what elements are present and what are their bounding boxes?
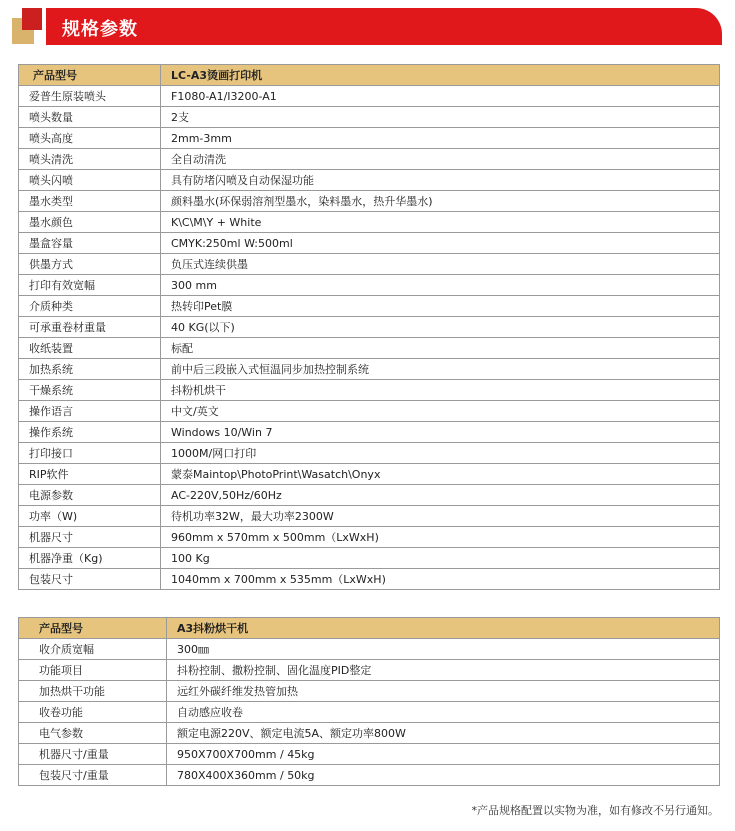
spec-value: Windows 10/Win 7 [161, 422, 720, 443]
table-row [19, 296, 720, 317]
spec-value: 前中后三段嵌入式恒温同步加热控制系统 [161, 359, 720, 380]
spec-value: 热转印Pet膜 [161, 296, 720, 317]
spec-label: 介质种类 [19, 296, 161, 317]
table-row [19, 422, 720, 443]
table-row [19, 338, 720, 359]
spec-label: 机器净重（Kg) [19, 548, 161, 569]
spec-label: 加热系统 [19, 359, 161, 380]
spec-value: 960mm x 570mm x 500mm（LxWxH) [161, 527, 720, 548]
spec-label: 电源参数 [19, 485, 161, 506]
decor-square-red [22, 8, 42, 30]
spec-value: 蒙泰Maintop\PhotoPrint\Wasatch\Onyx [161, 464, 720, 485]
spec-value: CMYK:250ml W:500ml [161, 233, 720, 254]
spec-label: 喷头数量 [19, 107, 161, 128]
header-model: LC-A3烫画打印机 [161, 65, 720, 86]
spec-value: 抖粉控制、撒粉控制、固化温度PID整定 [167, 660, 720, 681]
header-bar [46, 8, 722, 45]
table-row [19, 317, 720, 338]
spec-label: 收卷功能 [19, 702, 167, 723]
spec-value: 950X700X700mm / 45kg [167, 744, 720, 765]
spec-value: 中文/英文 [161, 401, 720, 422]
spec-label: 机器尺寸/重量 [19, 744, 167, 765]
table-row [19, 744, 720, 765]
table-row [19, 380, 720, 401]
spec-label: 爱普生原装喷头 [19, 86, 161, 107]
table-row [19, 506, 720, 527]
table-row [19, 128, 720, 149]
spec-value: 额定电源220V、额定电流5A、额定功率800W [167, 723, 720, 744]
spec-value: 2支 [161, 107, 720, 128]
table-row [19, 569, 720, 590]
spec-value: 2mm-3mm [161, 128, 720, 149]
table-row [19, 170, 720, 191]
spec-label: 打印接口 [19, 443, 161, 464]
table-row [19, 275, 720, 296]
table-row [19, 723, 720, 744]
table-row [19, 107, 720, 128]
spec-value: 负压式连续供墨 [161, 254, 720, 275]
spec-label: 包装尺寸 [19, 569, 161, 590]
spec-label: 墨水颜色 [19, 212, 161, 233]
spec-value: 具有防堵闪喷及自动保湿功能 [161, 170, 720, 191]
spec-value: 标配 [161, 338, 720, 359]
spec-label: 打印有效宽幅 [19, 275, 161, 296]
spec-label: 包装尺寸/重量 [19, 765, 167, 786]
spec-label: 收纸装置 [19, 338, 161, 359]
spec-label: 操作系统 [19, 422, 161, 443]
spec-label: 墨水类型 [19, 191, 161, 212]
spec-label: 功能项目 [19, 660, 167, 681]
spec-label: 加热烘干功能 [19, 681, 167, 702]
spec-value: 全自动清洗 [161, 149, 720, 170]
footnote: *产品规格配置以实物为准，如有修改不另行通知。 [471, 804, 719, 817]
spec-label: 墨盒容量 [19, 233, 161, 254]
spec-table-printer [18, 64, 720, 590]
spec-value: K\C\M\Y + White [161, 212, 720, 233]
spec-label: 供墨方式 [19, 254, 161, 275]
spec-label: 喷头高度 [19, 128, 161, 149]
spec-label: 喷头清洗 [19, 149, 161, 170]
section-title: 规格参数 [62, 19, 138, 40]
spec-value: 300㎜ [167, 639, 720, 660]
spec-value: 40 KG(以下) [161, 317, 720, 338]
table-row [19, 527, 720, 548]
table-row [19, 149, 720, 170]
table-row [19, 660, 720, 681]
table-row [19, 485, 720, 506]
table-row [19, 443, 720, 464]
table-row [19, 548, 720, 569]
spec-label: 干燥系统 [19, 380, 161, 401]
spec-value: F1080-A1/I3200-A1 [161, 86, 720, 107]
table-row [19, 191, 720, 212]
table-row [19, 254, 720, 275]
spec-label: RIP软件 [19, 464, 161, 485]
table-row [19, 702, 720, 723]
spec-label: 电气参数 [19, 723, 167, 744]
spec-label: 操作语言 [19, 401, 161, 422]
table-header-row [19, 65, 720, 86]
header-model: A3抖粉烘干机 [167, 618, 720, 639]
spec-label: 功率（W) [19, 506, 161, 527]
spec-label: 收介质宽幅 [19, 639, 167, 660]
table-row [19, 464, 720, 485]
spec-value: AC-220V,50Hz/60Hz [161, 485, 720, 506]
table-row [19, 359, 720, 380]
spec-value: 100 Kg [161, 548, 720, 569]
spec-table-dryer [18, 617, 720, 786]
header-label: 产品型号 [19, 618, 167, 639]
section-header [0, 0, 735, 50]
spec-value: 300 mm [161, 275, 720, 296]
table-row [19, 86, 720, 107]
spec-value: 远红外碳纤维发热管加热 [167, 681, 720, 702]
spec-value: 待机功率32W，最大功率2300W [161, 506, 720, 527]
spec-value: 自动感应收卷 [167, 702, 720, 723]
spec-value: 780X400X360mm / 50kg [167, 765, 720, 786]
spec-label: 喷头闪喷 [19, 170, 161, 191]
table-row [19, 401, 720, 422]
spec-label: 可承重卷材重量 [19, 317, 161, 338]
table-row [19, 681, 720, 702]
spec-value: 1040mm x 700mm x 535mm（LxWxH) [161, 569, 720, 590]
table-row [19, 765, 720, 786]
spec-value: 抖粉机烘干 [161, 380, 720, 401]
header-label: 产品型号 [19, 65, 161, 86]
spec-value: 1000M/网口打印 [161, 443, 720, 464]
spec-label: 机器尺寸 [19, 527, 161, 548]
table-row [19, 233, 720, 254]
table-row [19, 639, 720, 660]
spec-value: 颜料墨水(环保弱溶剂型墨水，染料墨水，热升华墨水) [161, 191, 720, 212]
table-header-row [19, 618, 720, 639]
table-row [19, 212, 720, 233]
